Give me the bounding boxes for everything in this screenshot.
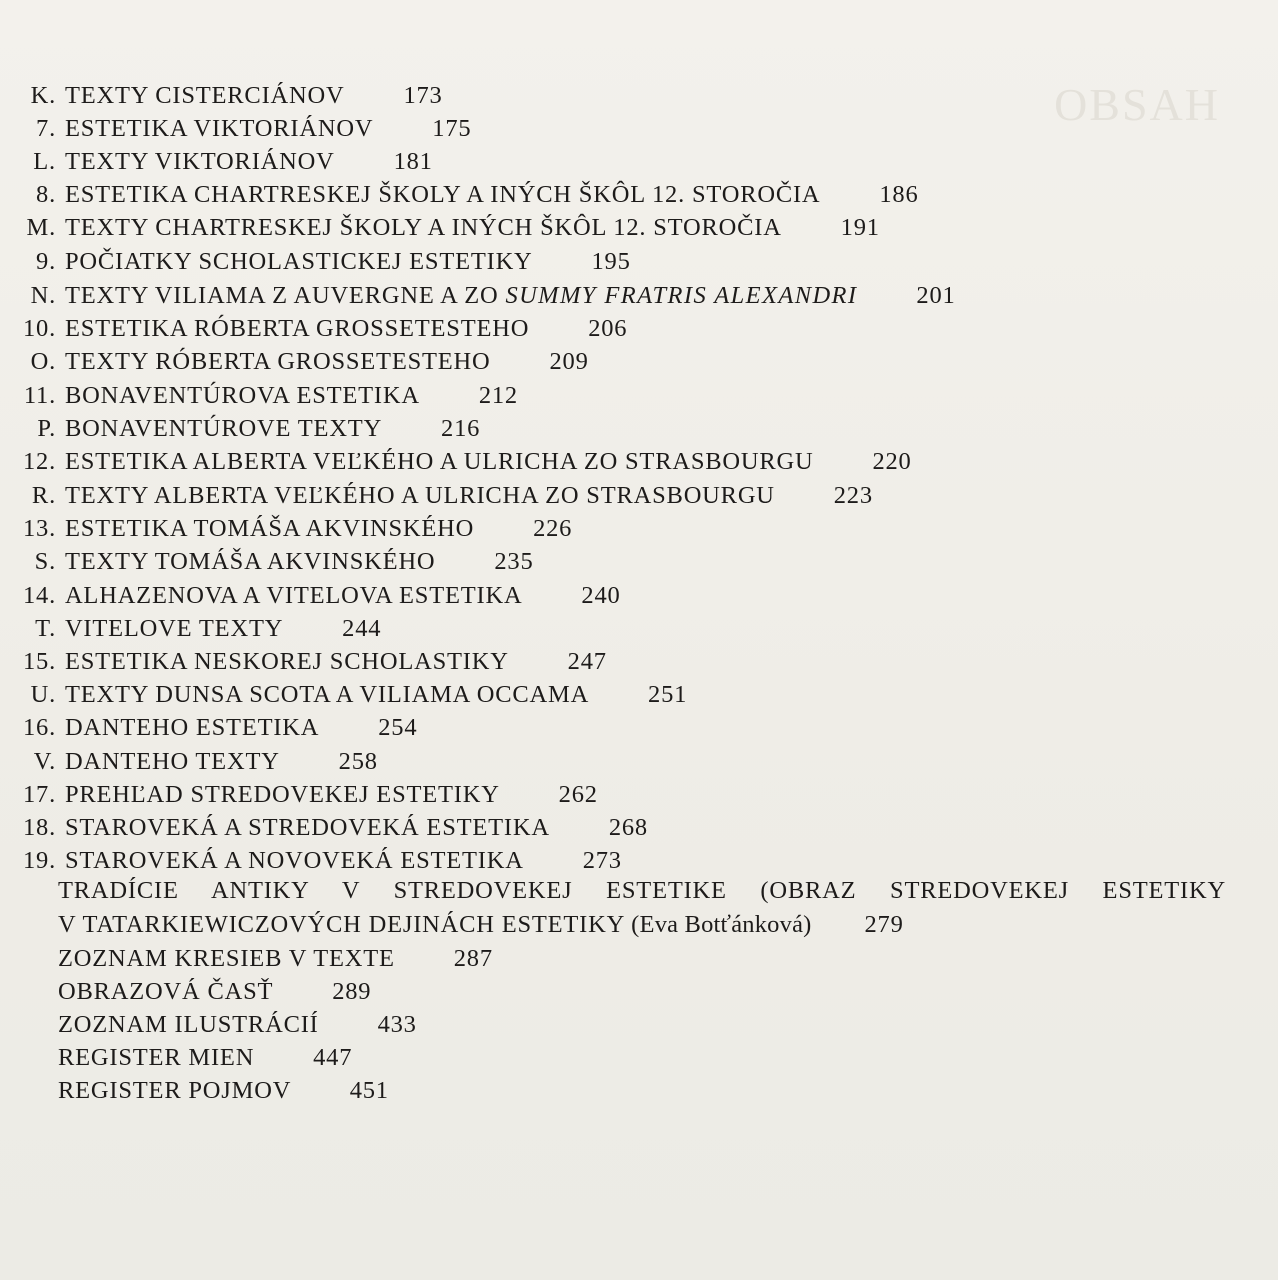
show-through-heading: OBSAH (1054, 79, 1220, 130)
toc-entry (0, 713, 417, 743)
entry-title: DANTEHO ESTETIKA (64, 714, 320, 741)
entry-title: TEXTY VIKTORIÁNOV (64, 148, 335, 175)
entry-title: ZOZNAM KRESIEB V TEXTE (58, 945, 395, 972)
entry-page: 247 (567, 648, 607, 675)
entry-page: 254 (378, 714, 418, 741)
entry-title: ESTETIKA RÓBERTA GROSSETESTEHO (64, 315, 530, 342)
entry-page: 244 (342, 615, 382, 642)
entry-title: ESTETIKA TOMÁŠA AKVINSKÉHO (64, 515, 475, 542)
entry-page: 206 (588, 315, 628, 342)
appendix-entry (58, 944, 493, 974)
toc-entry (0, 281, 956, 311)
toc-entry (0, 447, 912, 477)
entry-title: TEXTY DUNSA SCOTA A VILIAMA OCCAMA (64, 681, 590, 708)
toc-entry (0, 647, 607, 677)
entry-number: 18. (22, 814, 56, 841)
entry-title: DANTEHO TEXTY (64, 748, 280, 775)
appendix-entry (58, 1010, 417, 1040)
entry-title: ZOZNAM ILUSTRÁCIÍ (58, 1011, 319, 1038)
entry-number: N. (30, 282, 56, 309)
appendix-entry (58, 1043, 352, 1073)
toc-entry (0, 481, 873, 511)
entry-title: POČIATKY SCHOLASTICKEJ ESTETIKY (64, 248, 533, 275)
entry-title: TEXTY VILIAMA Z AUVERGNE A ZO (64, 282, 499, 309)
entry-title: VITELOVE TEXTY (64, 615, 284, 642)
entry-page: 212 (478, 382, 518, 409)
entry-number: R. (31, 482, 56, 509)
toc-entry (0, 314, 627, 344)
toc-entry (0, 747, 378, 777)
entry-number: 15. (22, 648, 56, 675)
entry-title: PREHĽAD STREDOVEKEJ ESTETIKY (64, 781, 500, 808)
entry-page: 201 (916, 282, 956, 309)
entry-title: ESTETIKA CHARTRESKEJ ŠKOLY A INÝCH ŠKÔL 12. STOROČIA (64, 181, 821, 208)
entry-number: 19. (22, 847, 56, 874)
entry-number: 7. (36, 115, 56, 142)
entry-title: BONAVENTÚROVE TEXTY (64, 415, 383, 442)
toc-entry (0, 780, 598, 810)
toc-entry (0, 81, 443, 111)
entry-page: 262 (558, 781, 598, 808)
entry-title: TEXTY CISTERCIÁNOV (64, 82, 345, 109)
toc-entry (0, 680, 687, 710)
tradicie-entry-line1: TRADÍCIE ANTIKY V STREDOVEKEJ ESTETIKE (OBRAZ STREDOVEKEJ ESTETIKY (58, 877, 1226, 904)
toc-entry (0, 414, 480, 444)
entry-page: 279 (864, 911, 904, 938)
entry-number: 10. (22, 315, 56, 342)
entry-page: 251 (648, 681, 688, 708)
entry-title: REGISTER POJMOV (58, 1077, 291, 1104)
entry-title: ESTETIKA NESKOREJ SCHOLASTIKY (64, 648, 509, 675)
entry-number: 14. (22, 582, 56, 609)
toc-entry (0, 547, 534, 577)
toc-entry (0, 247, 631, 277)
entry-title: TEXTY ALBERTA VEĽKÉHO A ULRICHA ZO STRASBOURGU (64, 482, 775, 509)
entry-page: 240 (581, 582, 621, 609)
entry-page: 223 (833, 482, 873, 509)
entry-title: REGISTER MIEN (58, 1044, 255, 1071)
entry-page: 209 (549, 348, 589, 375)
entry-number: 17. (22, 781, 56, 808)
entry-title: TEXTY CHARTRESKEJ ŠKOLY A INÝCH ŠKÔL 12. STOROČIA (64, 214, 782, 241)
toc-entry (0, 180, 919, 210)
toc-entry (0, 213, 880, 243)
entry-number: 11. (23, 382, 56, 409)
entry-title: STAROVEKÁ A STREDOVEKÁ ESTETIKA (64, 814, 550, 841)
entry-page: 433 (377, 1011, 417, 1038)
entry-number: L. (33, 148, 56, 175)
entry-page: 289 (332, 978, 372, 1005)
toc-entry (0, 846, 622, 876)
appendix-entry (58, 1076, 389, 1106)
entry-page: 258 (338, 748, 378, 775)
entry-number: O. (30, 348, 56, 375)
entry-page: 273 (582, 847, 622, 874)
toc-entry (0, 813, 648, 843)
entry-title: ESTETIKA ALBERTA VEĽKÉHO A ULRICHA ZO STRASBOURGU (64, 448, 814, 475)
appendix-entry (58, 977, 371, 1007)
entry-page: 235 (494, 548, 534, 575)
entry-page: 216 (441, 415, 481, 442)
entry-title: TEXTY RÓBERTA GROSSETESTEHO (64, 348, 491, 375)
entry-number: 9. (36, 248, 56, 275)
entry-page: 191 (840, 214, 880, 241)
tradicie-author: (Eva Botťánková) (631, 911, 812, 938)
entry-page: 287 (453, 945, 493, 972)
entry-number: U. (30, 681, 56, 708)
entry-title: STAROVEKÁ A NOVOVEKÁ ESTETIKA (64, 847, 524, 874)
entry-title: ESTETIKA VIKTORIÁNOV (64, 115, 374, 142)
entry-number: 8. (36, 181, 56, 208)
toc-entry (0, 514, 572, 544)
entry-page: 181 (393, 148, 433, 175)
entry-title-italic: SUMMY FRATRIS ALEXANDRI (505, 282, 858, 309)
toc-entry (0, 347, 589, 377)
entry-page: 173 (403, 82, 443, 109)
entry-page: 451 (349, 1077, 389, 1104)
entry-title: OBRAZOVÁ ČASŤ (58, 978, 274, 1005)
entry-page: 220 (872, 448, 912, 475)
entry-number: T. (35, 615, 56, 642)
entry-page: 175 (432, 115, 472, 142)
entry-page: 268 (608, 814, 648, 841)
entry-number: V. (33, 748, 56, 775)
tradicie-entry-line2 (58, 910, 904, 940)
toc-entry (0, 614, 381, 644)
entry-title: TEXTY TOMÁŠA AKVINSKÉHO (64, 548, 436, 575)
entry-title: BONAVENTÚROVA ESTETIKA (64, 382, 420, 409)
entry-number: M. (26, 214, 56, 241)
tradicie-title-cont: V TATARKIEWICZOVÝCH DEJINÁCH ESTETIKY (58, 911, 625, 938)
entry-number: P. (37, 415, 56, 442)
entry-page: 447 (313, 1044, 353, 1071)
entry-title: ALHAZENOVA A VITELOVA ESTETIKA (64, 582, 523, 609)
toc-entry (0, 381, 518, 411)
entry-number: K. (30, 82, 56, 109)
toc-entry (0, 114, 471, 144)
entry-number: 16. (22, 714, 56, 741)
toc-entry (0, 581, 621, 611)
entry-page: 186 (879, 181, 919, 208)
entry-page: 195 (591, 248, 631, 275)
entry-number: 13. (22, 515, 56, 542)
entry-number: S. (34, 548, 56, 575)
entry-number: 12. (22, 448, 56, 475)
toc-entry (0, 147, 433, 177)
entry-page: 226 (533, 515, 573, 542)
